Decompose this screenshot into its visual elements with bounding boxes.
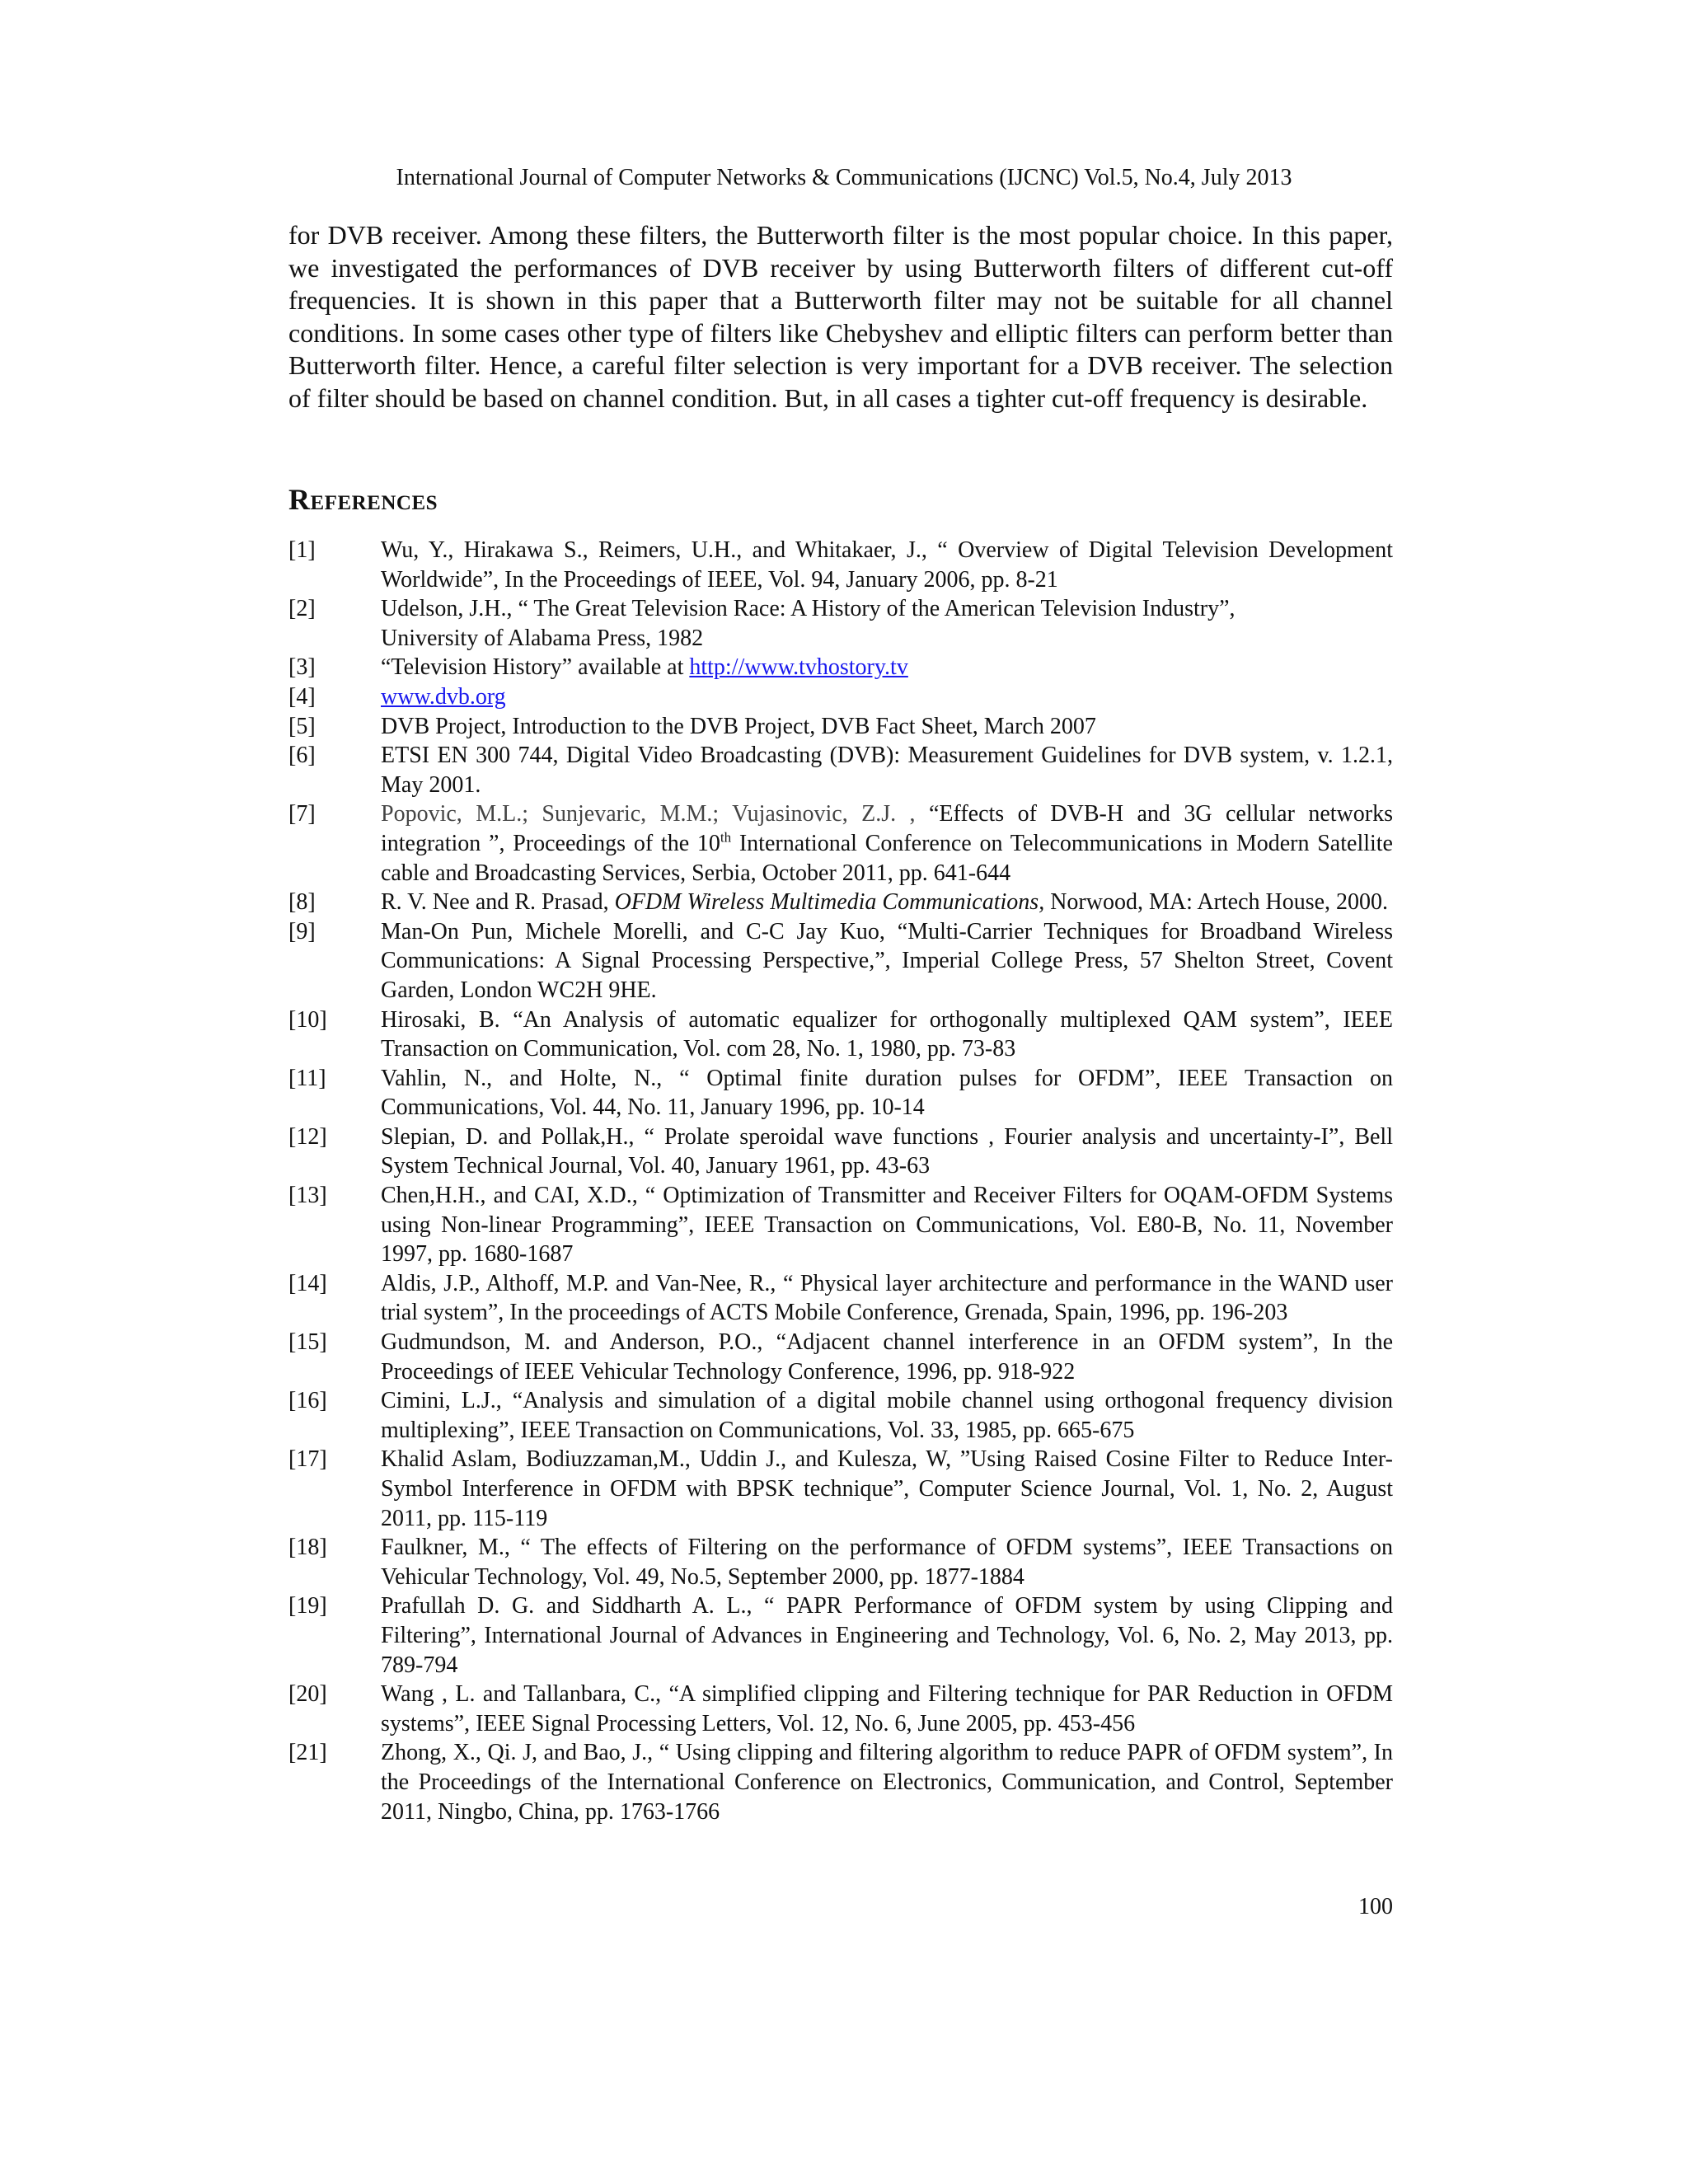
reference-text: Aldis, J.P., Althoff, M.P. and Van-Nee, R., “ Physical layer architecture and performance in the WAND user trial system”, In the proceedings of ACTS Mobile Conference, Grenada, Spain, 1996, pp. 196-203 (381, 1270, 1393, 1326)
reference-text: Gudmundson, M. and Anderson, P.O., “Adjacent channel interference in an OFDM system”, In the Proceedings of IEEE Vehicular Technology Conference, 1996, pp. 918-922 (381, 1329, 1393, 1385)
reference-text-line-1: Udelson, J.H., “ The Great Television Race: A History of the American Television Industry”, (381, 596, 1236, 622)
reference-number: [15] (288, 1329, 327, 1356)
reference-item (288, 1269, 1393, 1328)
reference-item (288, 1738, 1393, 1826)
reference-number: [16] (288, 1388, 327, 1414)
reference-text: DVB Project, Introduction to the DVB Project, DVB Fact Sheet, March 2007 (381, 713, 1096, 739)
reference-item (288, 799, 1393, 888)
reference-item (288, 653, 1393, 682)
references-list (288, 536, 1393, 1826)
reference-text-line-2: University of Alabama Press, 1982 (381, 625, 704, 651)
reference-number: [12] (288, 1123, 327, 1150)
reference-text: ETSI EN 300 744, Digital Video Broadcasting (DVB): Measurement Guidelines for DVB system, v. 1.2.1, May 2001. (381, 743, 1393, 798)
reference-item (288, 1328, 1393, 1386)
reference-text: Zhong, X., Qi. J, and Bao, J., “ Using clipping and filtering algorithm to reduce PAPR of OFDM system”, In the Proceedings of the International Conference on Electronics, Communication, and Control, September 2011, Ningbo, China, pp. 1763-1766 (381, 1740, 1393, 1825)
reference-number: [9] (288, 918, 316, 944)
reference-superscript: th (720, 829, 732, 846)
reference-text (381, 682, 1393, 712)
reference-link[interactable]: www.dvb.org (381, 683, 506, 710)
reference-number: [11] (288, 1065, 326, 1091)
reference-item (288, 712, 1393, 742)
reference-item (288, 1680, 1393, 1738)
reference-number: [3] (288, 654, 316, 681)
reference-item (288, 1386, 1393, 1445)
reference-text: Khalid Aslam, Bodiuzzaman,M., Uddin J., and Kulesza, W, ”Using Raised Cosine Filter to Reduce Inter- Symbol Interference in OFDM with BPSK technique”, Computer Science Journal, Vol. 1, No. 2, August 2011, pp. 115-119 (381, 1446, 1393, 1531)
reference-text-lead: “Television History” available at (381, 654, 690, 681)
reference-number: [8] (288, 889, 316, 916)
reference-item (288, 917, 1393, 1005)
intro-paragraph: for DVB receiver. Among these filters, the Butterworth filter is the most popular choice. In this paper, we investigated the performances of DVB receiver by using Butterworth filters of different cut-off frequencies. It is shown in this paper that a Butterworth filter may not be suitable for all channel conditions. In some cases other type of filters like Chebyshev and elliptic filters can perform better than Butterworth filter. Hence, a careful filter selection is very important for a DVB receiver. The selection of filter should be based on channel condition. But, in all cases a tighter cut-off frequency is desirable. (288, 220, 1393, 413)
reference-text: Hirosaki, B. “An Analysis of automatic equalizer for orthogonally multiplexed QAM system”, IEEE Transaction on Communication, Vol. com 28, No. 1, 1980, pp. 73-83 (381, 1006, 1393, 1062)
reference-text: Cimini, L.J., “Analysis and simulation of a digital mobile channel using orthogonal frequency division multiplexing”, IEEE Transaction on Communications, Vol. 33, 1985, pp. 665-675 (381, 1388, 1393, 1443)
reference-text (381, 594, 1393, 653)
reference-item (288, 1064, 1393, 1122)
reference-text: Vahlin, N., and Holte, N., “ Optimal finite duration pulses for OFDM”, IEEE Transaction on Communications, Vol. 44, No. 11, January 1996, pp. 10-14 (381, 1065, 1393, 1121)
reference-number: [19] (288, 1593, 327, 1619)
reference-item (288, 1533, 1393, 1591)
reference-item (288, 741, 1393, 799)
reference-text (381, 888, 1393, 917)
reference-text-tail: Norwood, MA: Artech House, 2000. (1044, 889, 1389, 916)
reference-item (288, 1122, 1393, 1181)
reference-number: [1] (288, 537, 316, 563)
reference-number: [18] (288, 1535, 327, 1561)
references-heading: References (288, 483, 438, 516)
reference-authors: Popovic, M.L.; Sunjevaric, M.M.; Vujasinovic, Z.J. , (381, 801, 916, 827)
reference-text: Slepian, D. and Pollak,H., “ Prolate speroidal wave functions , Fourier analysis and uncertainty-I”, Bell System Technical Journal, Vol. 40, January 1961, pp. 43-63 (381, 1123, 1393, 1179)
reference-number: [10] (288, 1006, 327, 1033)
page-number: 100 (1358, 1894, 1393, 1919)
reference-number: [21] (288, 1740, 327, 1766)
reference-number: [4] (288, 683, 316, 710)
reference-item (288, 1005, 1393, 1064)
reference-number: [20] (288, 1681, 327, 1708)
reference-text-tail: International Conference on Telecommunications in Modern Satellite cable and Broadcasting Services, Serbia, October 2011, pp. 641-644 (381, 830, 1393, 886)
reference-number: [7] (288, 801, 316, 827)
reference-link[interactable]: http://www.tvhostory.tv (689, 654, 908, 681)
journal-header: International Journal of Computer Networks & Communications (IJCNC) Vol.5, No.4, July 2013 (396, 165, 1292, 190)
reference-text: Chen,H.H., and CAI, X.D., “ Optimization of Transmitter and Receiver Filters for OQAM-OFDM Systems using Non-linear Programming”, IEEE Transaction on Communications, Vol. E80-B, No. 11, November 1997, pp. 1680-1687 (381, 1183, 1393, 1268)
reference-item (288, 1181, 1393, 1269)
reference-number: [14] (288, 1270, 327, 1296)
reference-item (288, 888, 1393, 917)
reference-number: [17] (288, 1446, 327, 1473)
reference-book-title: OFDM Wireless Multimedia Communications, (614, 889, 1045, 916)
reference-item (288, 536, 1393, 594)
reference-number: [2] (288, 596, 316, 622)
reference-text: Wang , L. and Tallanbara, C., “A simplified clipping and Filtering technique for PAR Reduction in OFDM systems”, IEEE Signal Processing Letters, Vol. 12, No. 6, June 2005, pp. 453-456 (381, 1681, 1393, 1736)
reference-text: Prafullah D. G. and Siddharth A. L., “ PAPR Performance of OFDM system by using Clipping and Filtering”, International Journal of Advances in Engineering and Technology, Vol. 6, No. 2, May 2013, pp. 789-794 (381, 1593, 1393, 1678)
reference-item (288, 594, 1393, 653)
reference-text-lead: “Effects of DVB-H and 3G cellular networks integration ”, Proceedings of the 10 (381, 801, 1393, 856)
reference-item (288, 1445, 1393, 1533)
reference-item (288, 1591, 1393, 1680)
reference-number: [13] (288, 1183, 327, 1209)
reference-text: Wu, Y., Hirakawa S., Reimers, U.H., and Whitakaer, J., “ Overview of Digital Television Development Worldwide”, In the Proceedings of IEEE, Vol. 94, January 2006, pp. 8-21 (381, 537, 1393, 593)
reference-item (288, 682, 1393, 712)
reference-text (381, 799, 1393, 888)
reference-text-lead: R. V. Nee and R. Prasad, (381, 889, 615, 916)
reference-text (381, 653, 1393, 682)
reference-text: Faulkner, M., “ The effects of Filtering on the performance of OFDM systems”, IEEE Transactions on Vehicular Technology, Vol. 49, No.5, September 2000, pp. 1877-1884 (381, 1535, 1393, 1590)
reference-number: [5] (288, 713, 316, 739)
reference-number: [6] (288, 743, 316, 769)
reference-text: Man-On Pun, Michele Morelli, and C-C Jay Kuo, “Multi-Carrier Techniques for Broadband Wireless Communications: A Signal Processing Perspective,”, Imperial College Press, 57 Shelton Street, Covent Garden, London WC2H 9HE. (381, 918, 1393, 1003)
